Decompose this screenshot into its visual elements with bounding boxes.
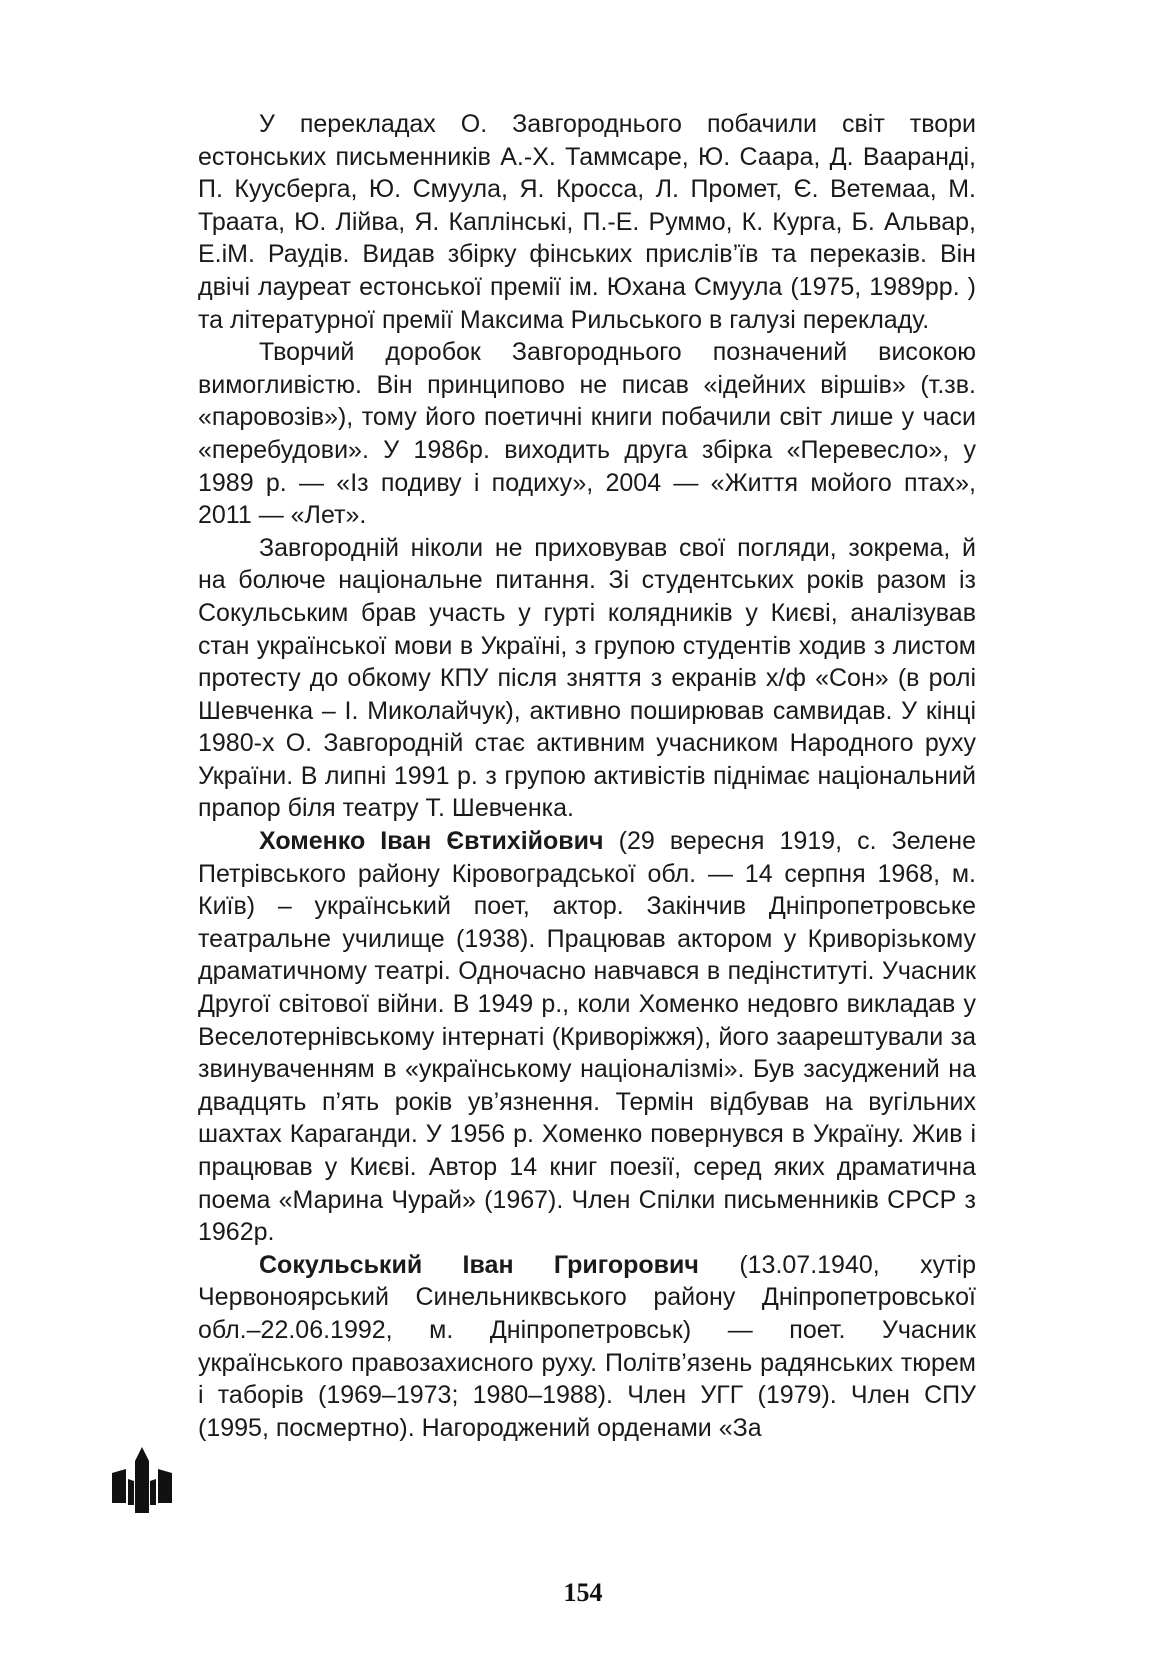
person-name-khomenko: Хоменко Іван Євтихійович: [259, 827, 604, 856]
page-number: 154: [563, 1578, 603, 1607]
person-name-sokulskyi: Сокульський Іван Григорович: [259, 1250, 699, 1279]
paragraph-text: Творчий доробок Завгороднього позначений високою вимогливістю. Він принципово не писав «ідейних віршів» (т.зв. «паровозів»), тому його поетичні книги побачили світ лише у часи «перебудови». У 1986р. виходить друга збірка «Перевесло», у 1989 р. — «Із подиву і подиху», 2004 — «Життя мойого птах», 2011 — «Лет».: [198, 338, 976, 530]
black-tulip-ornament-icon: [112, 1447, 172, 1513]
paragraph-text: Завгородній ніколи не приховував свої погляди, зокрема, й на болюче національне питання. Зі студентських років разом із Сокульським брав участь у гурті колядників у Києві, аналізував стан української мови в Україні, з групою студентів ходив з листом протесту до обкому КПУ після зняття з екранів х/ф «Сон» (в ролі Шевченка – І. Миколайчук), активно поширював самвидав. У кінці 1980-х О. Завгородній стає активним учасником Народного руху України. В липні 1991 р. з групою активістів піднімає національний прапор біля театру Т. Шевченка.: [198, 533, 976, 823]
paragraph-text: У перекладах О. Завгороднього побачили світ твори естонських письменників А.-Х. Таммсаре, Ю. Саара, Д. Ваaранді, П. Куусберга, Ю. Смуула, Я. Кросса, Л. Промет, Є. Ветемаа, М. Траата, Ю. Лійва, Я. Каплінські, П.-Е. Руммо, К. Курга, Б. Альвар, Е.іМ. Раудів. Видав збірку фінських прислів’їв та переказів. Він двічі лауреат естонської премії ім. Юхана Смуула (1975, 1989рр. ) та літературної премії Максима Рильського в галузі перекладу.: [198, 110, 976, 334]
paragraph-sokulskyi-biography: [198, 1249, 976, 1445]
paragraph-zavhorodnii-translations: [198, 108, 976, 336]
paragraph-zavhorodnii-views: [198, 532, 976, 825]
paragraph-zavhorodnii-works: [198, 336, 976, 532]
paragraph-text: (13.07.1940, хутір Червоноярський Синельниквського району Дніпропетровської обл.–22.06.1992, м. Дніпропетровськ) — поет. Учасник українського правозахисного руху. Політв’язень радянських тюрем і таборів (1969–1973; 1980–1988). Член УГГ (1979). Член СПУ (1995, посмертно). Нагороджений орденами «За: [198, 1250, 976, 1442]
paragraph-khomenko-biography: [198, 825, 976, 1249]
paragraph-text: (29 вересня 1919, с. Зелене Петрівського району Кіровоградської обл. — 14 серпня 1968, м. Київ) – український поет, актор. Закінчив Дніпропетровське театральне училище (1938). Працював актором у Криворізькому драматичному театрі. Одночасно навчався в педінституті. Учасник Другої світової війни. В 1949 р., коли Хоменко недовго викладав у Веселотернівському інтернаті (Криворіжжя), його заарештували за звинуваченням в «українському націоналізмі». Був засуджений на двадцять п’ять років ув’язнення. Термін відбував на вугільних шахтах Караганди. У 1956 р. Хоменко повернувся в Україну. Жив і працював у Києві. Автор 14 книг поезії, серед яких драматична поема «Марина Чурай» (1967). Член Спілки письменників СРСР з 1962р.: [198, 827, 976, 1247]
page-body-text: [198, 108, 976, 1444]
